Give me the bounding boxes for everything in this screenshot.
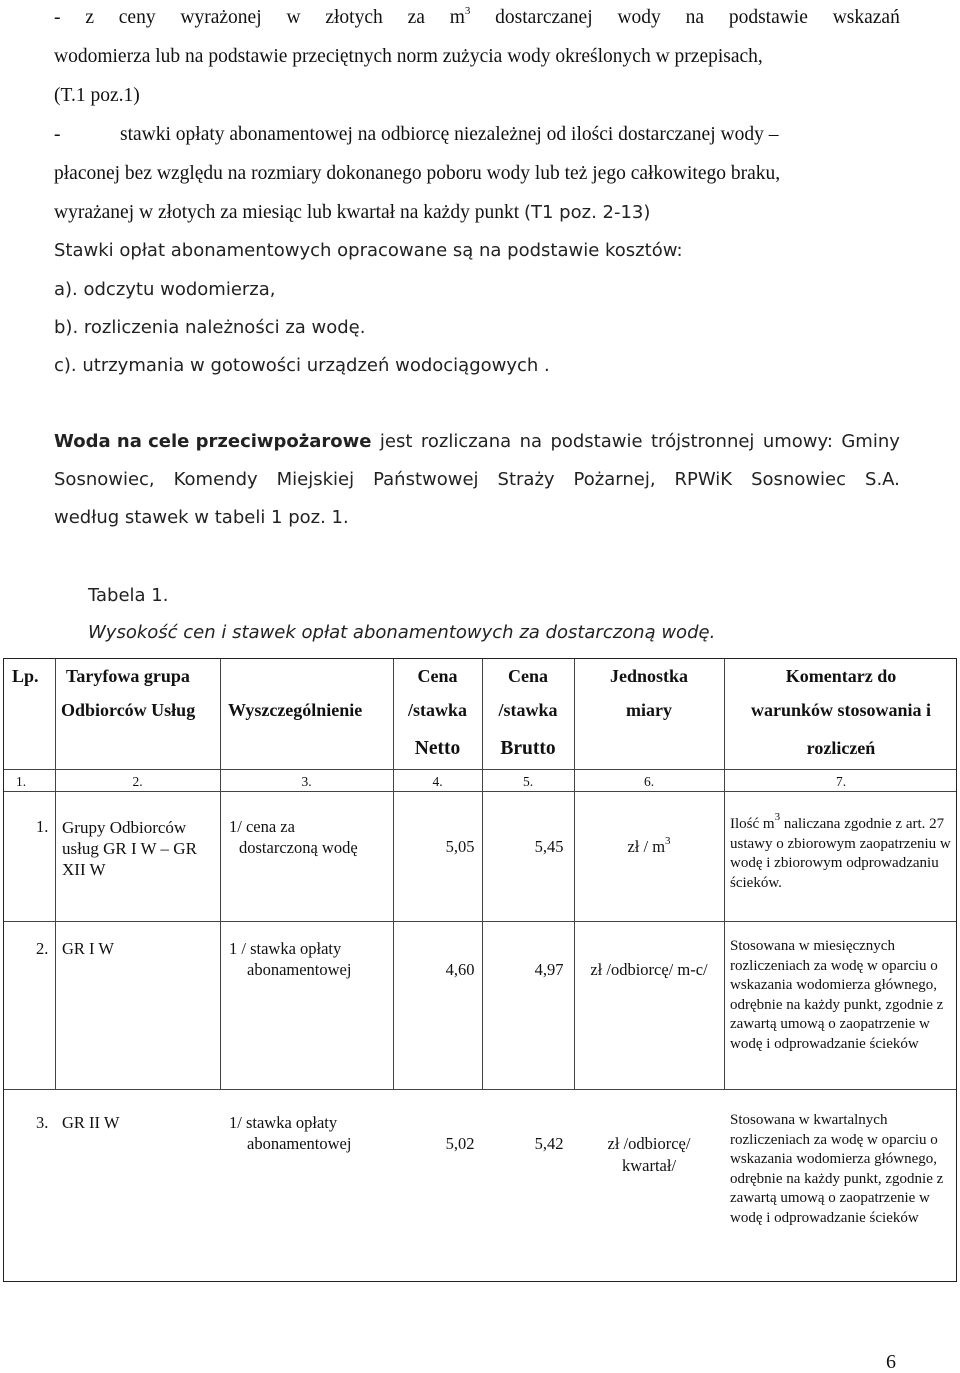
row2-gross: 4,97 — [534, 960, 564, 979]
header-group-line2: Odbiorców Usług — [61, 700, 196, 720]
p3-item-a: a). odczytu wodomierza, — [54, 279, 276, 300]
row2-lp: 2. — [36, 939, 49, 958]
p2-line2: płaconej bez względu na rozmiary dokonanego poboru wody lub też jego całkowitego braku, — [54, 163, 781, 184]
row2-spec-line2: abonamentowej — [247, 960, 352, 979]
page-number: 6 — [886, 1351, 896, 1373]
p4-line2: Sosnowiec, Komendy Miejskiej Państwowej Straży Pożarnej, RPWiK Sosnowiec S.A. — [54, 469, 900, 490]
rule-col1 — [55, 659, 56, 1089]
row3-gross: 5,42 — [534, 1134, 564, 1153]
header-net-line1: Cena — [417, 666, 458, 686]
colnum-1: 1. — [16, 774, 27, 789]
rule-col5 — [574, 659, 575, 1089]
p4-line1: Woda na cele przeciwpożarowe jest rozliczana na podstawie trójstronnej umowy: Gminy — [54, 431, 900, 452]
colnum-3: 3. — [301, 774, 312, 789]
row2-comment: Stosowana w miesięcznych rozliczeniach za wodę w oparciu o wskazania wodomierza głównego, odrębnie na każdy punkt, zgodnie z zawartą umową o zaopatrzenie w wodę i odprowadzanie ścieków — [730, 938, 944, 1052]
header-net-line3: Netto — [414, 738, 461, 759]
row1-spec-line1: 1/ cena za — [229, 817, 295, 836]
row3-group: GR II W — [62, 1113, 120, 1132]
header-comment-line1: Komentarz do — [785, 666, 897, 686]
row1-gross: 5,45 — [534, 837, 564, 856]
rule-row1-bottom — [4, 921, 956, 922]
p1-line2: wodomierza lub na podstawie przeciętnych norm zużycia wody określonych w przepisach, — [54, 46, 763, 67]
p2-line1: stawki opłaty abonamentowej na odbiorcę niezależnej od ilości dostarczanej wody – — [120, 124, 779, 145]
row2-group: GR I W — [62, 939, 114, 958]
row3-net: 5,02 — [445, 1134, 475, 1153]
colnum-6: 6. — [643, 774, 655, 789]
header-comment-line3: rozliczeń — [806, 738, 876, 758]
header-unit-line1: Jednostka — [609, 666, 689, 686]
p3-item-c: c). utrzymania w gotowości urządzeń wodociągowych . — [54, 355, 550, 376]
row1-unit: zł / $m^3$ — [627, 834, 671, 856]
colnum-5: 5. — [522, 774, 534, 789]
row2-net: 4,60 — [445, 960, 475, 979]
row1-group: Grupy Odbiorców usług GR I W – GR XII W — [62, 818, 197, 879]
header-net-line2: /stawka — [407, 700, 467, 720]
header-unit-line2: miary — [626, 700, 672, 720]
header-comment-line2: warunków stosowania i — [750, 700, 932, 720]
p2-line3: wyrażanej w złotych za miesiąc lub kwartał na każdy punkt (T1 poz. 2-13) — [54, 202, 651, 223]
row2-unit: zł /odbiorcę/ m-c/ — [590, 960, 708, 979]
p3-item-b: b). rozliczenia należności za wodę. — [54, 317, 366, 338]
rule-col6 — [724, 659, 725, 1089]
table-label: Tabela 1. — [88, 585, 169, 606]
colnum-4: 4. — [432, 774, 443, 789]
p3-line1: Stawki opłat abonamentowych opracowane są na podstawie kosztów: — [54, 240, 683, 261]
rule-col4 — [482, 659, 483, 1089]
colnum-7: 7. — [835, 774, 847, 789]
colnum-2: 2. — [132, 774, 143, 789]
row3-spec-line2: abonamentowej — [247, 1134, 352, 1153]
rule-col3 — [393, 659, 394, 1089]
p4-line3: według stawek w tabeli 1 poz. 1. — [54, 507, 349, 528]
row2-spec-line1: 1 / stawka opłaty — [229, 939, 342, 958]
row1-spec-line2: dostarczoną wodę — [239, 838, 358, 857]
header-group-line1: Taryfowa grupa — [66, 666, 190, 686]
rule-colnum-bottom — [4, 791, 956, 792]
p1-line3: (T.1 poz.1) — [54, 85, 140, 106]
header-lp: Lp. — [12, 666, 39, 686]
rule-header-bottom — [4, 769, 956, 770]
row3-spec-line1: 1/ stawka opłaty — [229, 1113, 338, 1132]
p2-dash: - — [54, 124, 61, 145]
rule-row2-bottom — [4, 1089, 956, 1090]
row1-net: 5,05 — [445, 837, 475, 856]
p1-line1: - z ceny wyrażonej w złotych za $m^3$ dostarczanej wody na podstawie wskazań — [54, 4, 900, 28]
tariff-table — [3, 658, 957, 1282]
row3-unit-line1: zł /odbiorcę/ — [607, 1134, 691, 1153]
row3-lp: 3. — [36, 1113, 49, 1132]
header-gross-line1: Cena — [508, 666, 548, 686]
row3-comment: Stosowana w kwartalnych rozliczeniach za wodę w oparciu o wskazania wodomierza głównego, odrębnie na każdy punkt, zgodnie z zawartą umową o zaopatrzenie w wodę i odprowadzanie ścieków — [730, 1112, 944, 1226]
row1-comment: Ilość $m^3$ naliczana zgodnie z art. 27 ustawy o zbiorowym zaopatrzeniu w wodę i zbiorowym odprowadzaniu ścieków. — [730, 811, 951, 891]
header-spec: Wyszczególnienie — [228, 700, 363, 720]
header-gross-line3: Brutto — [500, 738, 556, 759]
rule-col2 — [220, 659, 221, 1089]
header-gross-line2: /stawka — [498, 700, 558, 720]
table-title: Wysokość cen i stawek opłat abonamentowych za dostarczoną wodę. — [88, 622, 716, 643]
row1-lp: 1. — [36, 817, 49, 836]
row3-unit-line2: kwartał/ — [621, 1156, 677, 1175]
